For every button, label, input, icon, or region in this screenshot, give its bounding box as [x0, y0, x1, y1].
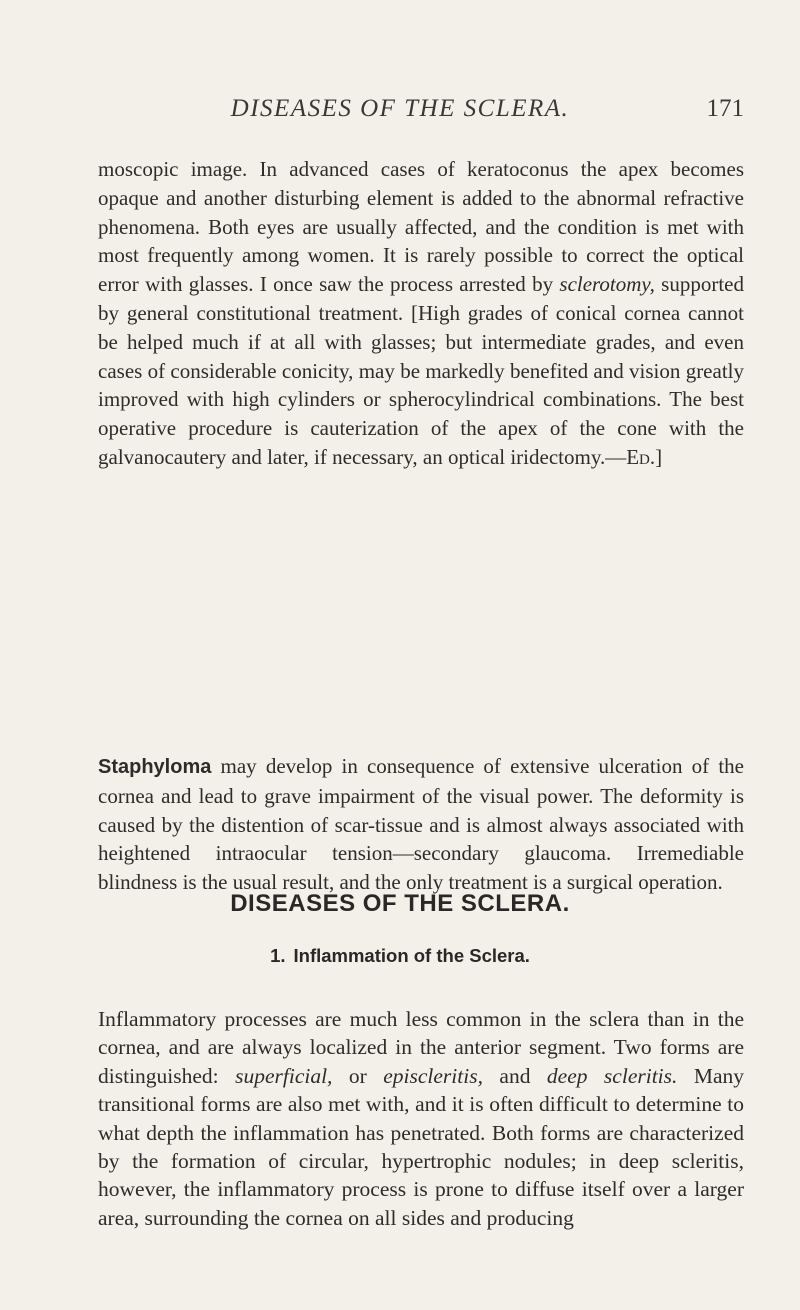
para3-italic-episcleritis: episcleritis,	[383, 1063, 483, 1088]
staphyloma-lead-in: Staphyloma	[98, 756, 212, 778]
para3-italic-superficial: superficial,	[235, 1063, 333, 1088]
section-heading: DISEASES OF THE SCLERA.	[230, 890, 570, 917]
editor-note: Ed.]	[626, 444, 663, 469]
para2-text: may develop in consequence of extensive ulceration of the cornea and lead to grave impairment of the visual power. The deformity is caused by the distention of scar-tissue and is almost always associated with heightened intraocular tension—secondary glaucoma. Irremediable blindness is the usual result, and the only treatment is a surgical operation.	[98, 754, 744, 895]
para3-text-3: and	[482, 1063, 547, 1088]
para3-text-4: Many transitional forms are also met with, and it is often difficult to determine to what depth the inflammation has penetrated. Both forms are characterized by the formation of circular, hypertrophic nodules; in deep scleritis, however, the inflammatory process is prone to diffuse itself over a larger area, surrounding the cornea on all sides and producing	[98, 1063, 744, 1230]
paragraph-inflammation-sclera	[98, 1005, 744, 1232]
para3-text-2: or	[332, 1063, 384, 1088]
para1-italic-sclerotomy: sclerotomy,	[559, 272, 655, 297]
paragraph-keratoconus	[98, 155, 744, 472]
subsection-title: Inflammation of the Sclera.	[293, 945, 530, 966]
subsection-number: 1.	[270, 945, 286, 966]
para1-text-2: supported by general constitutional treatment. [High grades of conical cornea cannot be helped much if at all with glasses; but intermediate grades, and even cases of considerable conicity, may be markedly benefited and vision greatly improved with high cylinders or spherocylindrical combinations. The best operative procedure is cauterization of the apex of the cone with the galvanocautery and later, if necessary, an optical iridectomy.—	[98, 272, 744, 469]
page-number: 171	[706, 95, 744, 122]
para3-italic-deep-scleritis: deep scleritis.	[546, 1063, 678, 1088]
para1-text-1: moscopic image. In advanced cases of keratoconus the apex becomes opaque and another disturbing element is added to the abnormal refractive phenomena. Both eyes are usually affected, and the condition is met with most frequently among women. It is rarely possible to correct the optical error with glasses. I once saw the process arrested by	[98, 157, 744, 297]
running-head	[0, 95, 800, 135]
subsection-heading	[0, 945, 800, 967]
running-title: DISEASES OF THE SCLERA.	[230, 95, 570, 122]
paragraph-staphyloma	[98, 752, 744, 897]
para3-text-1: Inflammatory processes are much less common in the sclera than in the cornea, and are always localized in the anterior segment. Two forms are distinguished:	[98, 1007, 744, 1088]
